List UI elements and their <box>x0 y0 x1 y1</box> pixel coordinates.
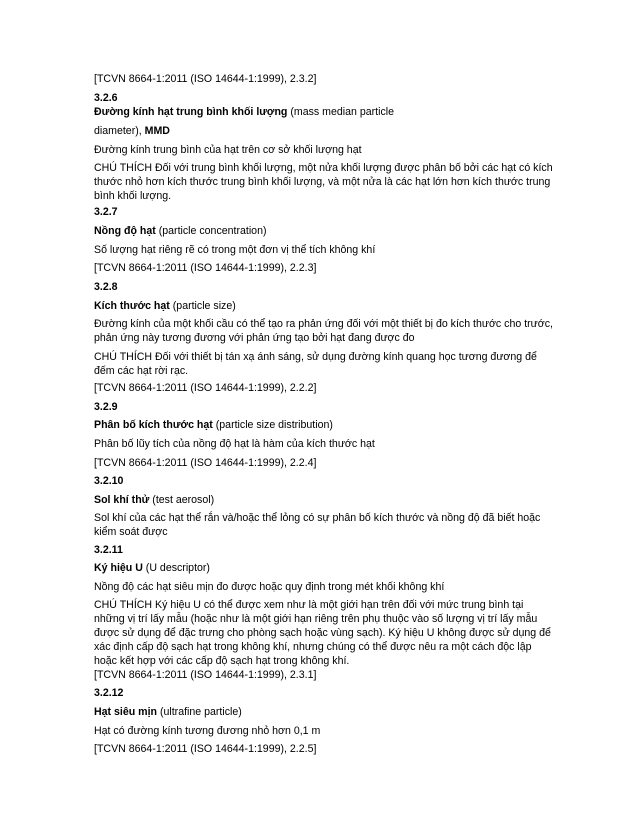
term-heading: Kích thước hạt (particle size) <box>94 300 236 312</box>
note-text: CHÚ THÍCH Đối với trung bình khối lượng, một nửa khối lượng được phân bố bởi các hạt có kích thước nhỏ hơn kích thước trung bình khối lượng, và một nửa là các hạt lớn hơn kích thước trung bình khối lượng. <box>94 162 553 202</box>
note-text: CHÚ THÍCH Đối với thiết bị tán xạ ánh sáng, sử dụng đường kính quang học tương đương để đếm các hạt rời rạc. <box>94 351 537 377</box>
note-text: CHÚ THÍCH Ký hiệu U có thể được xem như là một giới hạn trên đối với mức trung bình tại những vị trí lấy mẫu (hoặc như là một giới hạn riêng trên phụ thuộc vào số lượng vị trí lấy mẫu được sử dụng để đặc trưng cho phòng sạch hoặc vùng sạch). Ký hiệu U không được sử dụng để xác định cấp độ sạch hạt trong không khí, nhưng chúng có thể được nêu ra một cách độc lập hoặc kết hợp với các cấp độ sạch hạt trong không khí. <box>94 599 551 667</box>
definition-text: Hạt có đường kính tương đương nhỏ hơn 0,1 m <box>94 725 321 737</box>
term-heading: Sol khí thử (test aerosol) <box>94 494 215 506</box>
clause-number: 3.2.7 <box>94 206 118 218</box>
reference-citation: [TCVN 8664-1:2011 (ISO 14644-1:1999), 2.3.1] <box>94 669 317 681</box>
clause-number: 3.2.6 <box>94 92 118 104</box>
term-heading: Nồng độ hạt (particle concentration) <box>94 225 267 237</box>
reference-citation: [TCVN 8664-1:2011 (ISO 14644-1:1999), 2.3.2] <box>94 73 317 85</box>
definition-text: Đường kính trung bình của hạt trên cơ sở khối lượng hạt <box>94 144 362 156</box>
term-heading: Hạt siêu mịn (ultrafine particle) <box>94 706 242 718</box>
reference-citation: [TCVN 8664-1:2011 (ISO 14644-1:1999), 2.2.2] <box>94 382 317 394</box>
reference-citation: [TCVN 8664-1:2011 (ISO 14644-1:1999), 2.2.5] <box>94 743 317 755</box>
definition-text: Đường kính của một khối cầu có thể tạo ra phản ứng đối với một thiết bị đo kích thước cho trước, phản ứng này tương đương với phản ứng tạo bởi hạt đang được đo <box>94 318 553 344</box>
definition-text: Sol khí của các hạt thể rắn và/hoặc thể lỏng có sự phân bố kích thước và nồng độ đã biết hoặc kiểm soát được <box>94 512 541 538</box>
clause-number: 3.2.8 <box>94 281 118 293</box>
term-heading: Phân bố kích thước hạt (particle size distribution) <box>94 419 333 431</box>
clause-number: 3.2.9 <box>94 401 118 413</box>
definition-text: Phân bố lũy tích của nồng độ hạt là hàm của kích thước hạt <box>94 438 375 450</box>
term-heading-continued: diameter), MMD <box>94 125 170 137</box>
clause-number: 3.2.11 <box>94 544 123 556</box>
clause-number: 3.2.10 <box>94 475 124 487</box>
definition-text: Số lượng hạt riêng rẽ có trong một đơn vị thể tích không khí <box>94 244 376 256</box>
reference-citation: [TCVN 8664-1:2011 (ISO 14644-1:1999), 2.2.4] <box>94 457 317 469</box>
clause-number: 3.2.12 <box>94 687 124 699</box>
definition-text: Nồng độ các hạt siêu mịn đo được hoặc quy định trong mét khối không khí <box>94 581 445 593</box>
term-heading: Ký hiệu U (U descriptor) <box>94 562 210 574</box>
term-heading: Đường kính hạt trung bình khối lượng (mass median particle <box>94 106 394 118</box>
reference-citation: [TCVN 8664-1:2011 (ISO 14644-1:1999), 2.2.3] <box>94 262 317 274</box>
